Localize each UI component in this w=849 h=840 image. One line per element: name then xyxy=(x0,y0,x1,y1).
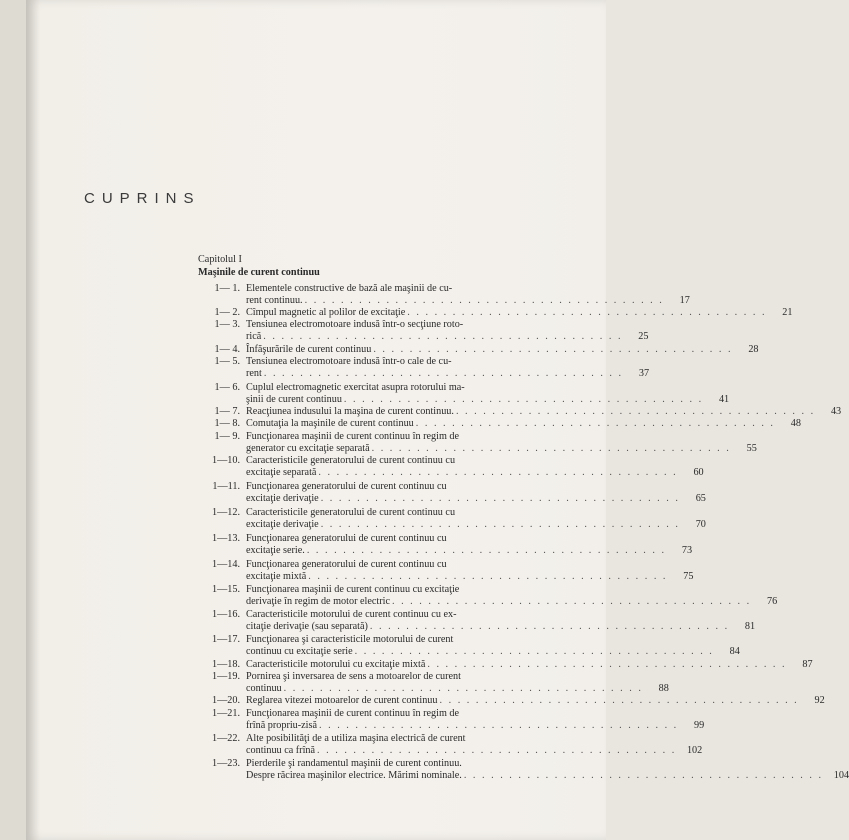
toc-entry-text: continuu cu excitaţie serie xyxy=(246,646,353,657)
toc-entry-number: 1—18. xyxy=(211,659,240,670)
toc-entry-text: şinii de curent continuu xyxy=(246,394,342,405)
toc-page-number: 92 xyxy=(814,695,825,706)
toc-leader-dots: . . . . . . . . . . . . . . . . . . . . . . . . . . . . . . . . . . . . . . . . xyxy=(306,545,667,556)
toc-entry xyxy=(198,559,694,583)
toc-page-number: 65 xyxy=(695,493,706,504)
toc-entry-text: Pornirea şi inversarea de sens a motoarelor de curent xyxy=(246,671,461,682)
toc-entry-text: rent continuu. xyxy=(246,295,303,306)
toc-entry xyxy=(198,307,793,319)
toc-entry-text: Funcţionarea generatorului de curent continuu cu xyxy=(246,533,447,544)
toc-entry-number: 1— 9. xyxy=(214,431,240,442)
toc-entry-text: Elementele constructive de bază ale maşinii de cu- xyxy=(246,283,453,294)
toc-entry-text: Alte posibilităţi de a utiliza maşina electrică de curent xyxy=(246,733,466,744)
toc-entry xyxy=(198,455,704,479)
toc-entry-number: 1— 1. xyxy=(214,283,240,294)
toc-leader-dots: . . . . . . . . . . . . . . . . . . . . . . . . . . . . . . . . . . . . . . . . xyxy=(318,467,678,478)
toc-entry-number: 1—15. xyxy=(211,584,240,595)
toc-page-number: 37 xyxy=(638,368,650,379)
toc-leader-dots: . . . . . . . . . . . . . . . . . . . . . . . . . . . . . . . . . . . . . . . . xyxy=(391,596,752,607)
toc-leader-dots: . . . . . . . . . . . . . . . . . . . . . . . . . . . . . . . . . . . . . . . . xyxy=(320,519,680,530)
toc-entry xyxy=(198,609,756,633)
toc-entry-number: 1— 3. xyxy=(214,319,240,330)
toc-entry xyxy=(198,481,706,505)
toc-page-number: 102 xyxy=(686,745,703,756)
toc-leader-dots: . . . . . . . . . . . . . . . . . . . . . . . . . . . . . . . . . . . . . . . . xyxy=(354,646,714,657)
toc-entry-number: 1—12. xyxy=(211,507,240,518)
toc-leader-dots: . . . . . . . . . . . . . . . . . . . . . . . . . . . . . . . . . . . . . . . . xyxy=(463,770,824,781)
toc-page-number: 88 xyxy=(658,683,669,694)
toc-entry-number: 1—16. xyxy=(211,609,240,620)
toc-entry-text: Tensiunea electromotoare indusă într-o secţiune roto- xyxy=(246,319,464,330)
toc-entry-text: excitaţie serie. xyxy=(246,545,305,556)
toc-entry xyxy=(198,584,778,608)
toc-entry-number: 1— 8. xyxy=(214,418,240,429)
toc-entry-number: 1— 4. xyxy=(214,344,240,355)
toc-leader-dots: . . . . . . . . . . . . . . . . . . . . . . . . . . . . . . . . . . . . . . . . xyxy=(373,344,733,355)
toc-entry-text: rică xyxy=(246,331,262,342)
toc-entry-text: frînă propriu-zisă xyxy=(246,720,317,731)
toc-entry-text: Cîmpul magnetic al polilor de excitaţie xyxy=(246,307,406,318)
toc-entry xyxy=(198,431,757,455)
toc-leader-dots: . . . . . . . . . . . . . . . . . . . . . . . . . . . . . . . . . . . . . . . . xyxy=(263,368,624,379)
toc-page-number: 84 xyxy=(729,646,740,657)
toc-entry xyxy=(198,319,649,343)
toc-leader-dots: . . . . . . . . . . . . . . . . . . . . . . . . . . . . . . . . . . . . . . . . xyxy=(369,621,730,632)
toc-entry xyxy=(198,695,825,707)
toc-entry-text: excitaţie separată xyxy=(246,467,317,478)
toc-page-number: 55 xyxy=(746,443,757,454)
toc-entry-text: generator cu excitaţie separată xyxy=(246,443,370,454)
toc-entry-number: 1—20. xyxy=(211,695,240,706)
toc-entry-number: 1—11. xyxy=(212,481,240,492)
toc-entry-text: Pierderile şi randamentul maşinii de curent continuu. xyxy=(246,758,462,769)
toc-leader-dots: . . . . . . . . . . . . . . . . . . . . . . . . . . . . . . . . . . . . . . . . xyxy=(439,695,799,706)
table-of-contents xyxy=(198,254,849,782)
toc-entry-number: 1—17. xyxy=(211,634,240,645)
toc-entry-text: Caracteristicile generatorului de curent continuu cu xyxy=(246,455,456,466)
toc-page-number: 75 xyxy=(683,571,694,582)
toc-entry xyxy=(198,671,669,695)
toc-page-number: 25 xyxy=(638,331,649,342)
toc-entry-number: 1— 2. xyxy=(214,307,240,318)
toc-entry xyxy=(198,507,706,531)
toc-entry-text: Funcţionarea generatorului de curent continuu cu xyxy=(246,481,447,492)
toc-entry-text: Funcţionarea maşinii de curent continuu în regim de xyxy=(246,431,460,442)
page-heading: CUPRINS xyxy=(84,190,201,207)
toc-entry xyxy=(198,733,703,757)
toc-leader-dots: . . . . . . . . . . . . . . . . . . . . . . . . . . . . . . . . . . . . . . . . xyxy=(455,406,816,417)
toc-leader-dots: . . . . . . . . . . . . . . . . . . . . . . . . . . . . . . . . . . . . . . . . xyxy=(304,295,664,306)
toc-page-number: 48 xyxy=(790,418,801,429)
toc-entry-text: continuu ca frînă xyxy=(246,745,316,756)
toc-leader-dots: . . . . . . . . . . . . . . . . . . . . . . . . . . . . . . . . . . . . . . . . xyxy=(308,571,668,582)
toc-entry-text: Funcţionarea maşinii de curent continuu cu excitaţie xyxy=(246,584,460,595)
toc-entry-text: Caracteristicile generatorului de curent continuu cu xyxy=(246,507,456,518)
toc-entry-number: 1—21. xyxy=(211,708,240,719)
toc-leader-dots: . . . . . . . . . . . . . . . . . . . . . . . . . . . . . . . . . . . . . . . . xyxy=(319,720,679,731)
toc-leader-dots: . . . . . . . . . . . . . . . . . . . . . . . . . . . . . . . . . . . . . . . . xyxy=(371,443,731,454)
toc-entry-text: excitaţie mixtă xyxy=(246,571,307,582)
toc-entry-text: Funcţionarea maşinii de curent continuu în regim de xyxy=(246,708,460,719)
toc-entry-text: derivaţie în regim de motor electric xyxy=(246,596,390,607)
toc-entry xyxy=(198,406,842,418)
toc-entry xyxy=(198,418,801,430)
page-binding-edge xyxy=(0,0,26,840)
toc-page-number: 43 xyxy=(830,406,842,417)
toc-leader-dots: . . . . . . . . . . . . . . . . . . . . . . . . . . . . . . . . . . . . . . . . xyxy=(415,418,775,429)
toc-entry-number: 1—10. xyxy=(211,455,240,466)
toc-entry xyxy=(198,659,813,671)
toc-entry-text: Comutaţia la maşinile de curent continuu xyxy=(246,418,414,429)
toc-leader-dots: . . . . . . . . . . . . . . . . . . . . . . . . . . . . . . . . . . . . . . . . xyxy=(343,394,704,405)
toc-page-number: 81 xyxy=(744,621,756,632)
toc-entry-number: 1— 5. xyxy=(214,356,240,367)
toc-entry-text: Reglarea vitezei motoarelor de curent continuu xyxy=(246,695,438,706)
toc-page-number: 41 xyxy=(718,394,730,405)
toc-page-number: 104 xyxy=(833,770,849,781)
toc-entry-text: Cuplul electromagnetic exercitat asupra rotorului ma- xyxy=(246,382,465,393)
toc-leader-dots: . . . . . . . . . . . . . . . . . . . . . . . . . . . . . . . . . . . . . . . . xyxy=(263,331,623,342)
chapter-title: Maşinile de curent continuu xyxy=(198,267,320,278)
toc-entry xyxy=(198,283,690,307)
toc-entry xyxy=(198,382,730,406)
toc-entry xyxy=(198,708,705,732)
toc-entry-text: continuu xyxy=(246,683,282,694)
toc-entry-number: 1—23. xyxy=(211,758,240,769)
toc-page-number: 76 xyxy=(767,596,778,607)
toc-entry-number: 1— 7. xyxy=(214,406,240,417)
toc-leader-dots: . . . . . . . . . . . . . . . . . . . . . . . . . . . . . . . . . . . . . . . . xyxy=(283,683,643,694)
toc-page-number: 21 xyxy=(782,307,793,318)
toc-page-number: 73 xyxy=(681,545,693,556)
toc-entry-text: Tensiunea electromotoare indusă într-o cale de cu- xyxy=(246,356,452,367)
toc-entry-text: rent xyxy=(246,368,262,379)
toc-page-number: 87 xyxy=(802,659,813,670)
toc-entry-text: excitaţie derivaţie xyxy=(246,493,319,504)
toc-entry-number: 1—14. xyxy=(211,559,240,570)
toc-entry-text: Caracteristicile motorului de curent continuu cu ex- xyxy=(246,609,457,620)
toc-page-number: 60 xyxy=(693,467,704,478)
toc-entry xyxy=(198,634,740,658)
toc-leader-dots: . . . . . . . . . . . . . . . . . . . . . . . . . . . . . . . . . . . . . . . . xyxy=(407,307,767,318)
toc-entry-text: excitaţie derivaţie xyxy=(246,519,319,530)
toc-entry-number: 1—13. xyxy=(211,533,240,544)
toc-entry xyxy=(198,356,650,380)
toc-entry-text: Despre răcirea maşinilor electrice. Mărimi nominale. xyxy=(246,770,462,781)
book-page xyxy=(26,0,849,840)
toc-entry-text: Caracteristicile motorului cu excitaţie mixtă xyxy=(246,659,426,670)
chapter-label: Capitolul I xyxy=(198,254,242,265)
toc-leader-dots: . . . . . . . . . . . . . . . . . . . . . . . . . . . . . . . . . . . . . . . . xyxy=(427,659,787,670)
toc-leader-dots: . . . . . . . . . . . . . . . . . . . . . . . . . . . . . . . . . . . . . . . . xyxy=(317,745,677,756)
toc-entry-number: 1— 6. xyxy=(214,382,240,393)
toc-page-number: 28 xyxy=(748,344,759,355)
toc-entry-number: 1—19. xyxy=(211,671,240,682)
toc-entry-number: 1—22. xyxy=(211,733,240,744)
toc-entry-text: citaţie derivaţie (sau separată) xyxy=(246,621,368,632)
toc-page-number: 99 xyxy=(694,720,705,731)
toc-entry-text: Funcţionarea generatorului de curent continuu cu xyxy=(246,559,447,570)
toc-entry xyxy=(198,344,759,356)
toc-leader-dots: . . . . . . . . . . . . . . . . . . . . . . . . . . . . . . . . . . . . . . . . xyxy=(320,493,680,504)
toc-entry-text: Înfăşurările de curent continuu xyxy=(246,344,372,355)
toc-page-number: 17 xyxy=(679,295,690,306)
toc-entry-text: Funcţionarea şi caracteristicile motorului de curent xyxy=(246,634,454,645)
toc-entry-text: Reacţiunea indusului la maşina de curent continuu. xyxy=(246,406,454,417)
toc-entry xyxy=(198,758,849,782)
toc-entry xyxy=(198,533,693,557)
toc-page-number: 70 xyxy=(695,519,706,530)
toc-entries xyxy=(198,283,849,782)
